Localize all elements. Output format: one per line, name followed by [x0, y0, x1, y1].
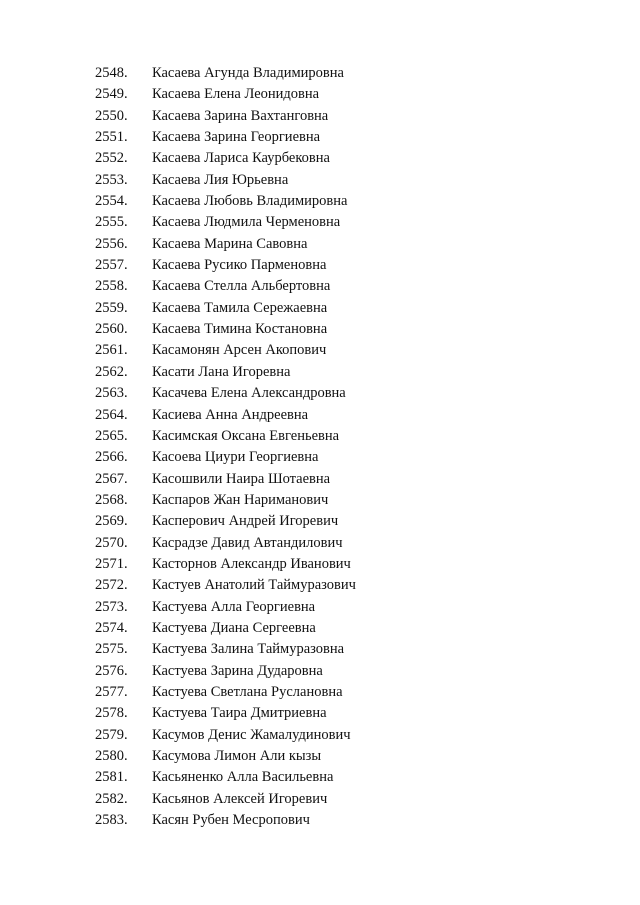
entry-name: Кастуева Залина Таймуразовна [152, 641, 345, 658]
list-item [95, 255, 615, 276]
entry-number: 2573. [95, 598, 128, 615]
entry-name: Касумова Лимон Али кызы [152, 748, 322, 764]
entry-number: 2560. [95, 321, 128, 338]
entry-number: 2551. [95, 129, 128, 146]
entry-name: Касошвили Наира Шотаевна [152, 470, 331, 487]
list-item [95, 554, 615, 575]
entry-number: 2579. [95, 726, 128, 743]
list-item [95, 447, 615, 468]
entry-number: 2569. [95, 513, 128, 530]
entry-name: Касаева Зарина Георгиевна [152, 129, 321, 146]
entry-name: Касян Рубен Месропович [152, 812, 310, 829]
list-item [95, 810, 615, 831]
list-item [95, 362, 615, 383]
list-item [95, 746, 615, 767]
entry-number: 2565. [95, 427, 128, 444]
entry-number: 2568. [95, 491, 128, 508]
entry-name: Кастуева Алла Георгиевна [152, 598, 316, 615]
list-item [95, 767, 615, 788]
list-item [95, 106, 615, 127]
list-item [95, 148, 615, 169]
list-item [95, 682, 615, 703]
entry-name: Касаева Тамила Сережаевна [152, 299, 328, 316]
list-item [95, 618, 615, 639]
entry-name: Касторнов Александр Иванович [152, 555, 351, 572]
entry-name: Кастуева Светлана Руслановна [152, 683, 343, 700]
entry-number: 2576. [95, 662, 128, 679]
entry-name: Каспаров Жан Нариманович [152, 491, 329, 508]
entry-number: 2583. [95, 812, 128, 829]
entry-name: Кастуева Диана Сергеевна [152, 619, 316, 636]
list-item [95, 234, 615, 255]
entry-number: 2574. [95, 619, 128, 636]
entry-name: Касперович Андрей Игоревич [152, 513, 339, 530]
list-item [95, 298, 615, 319]
entry-name: Касаева Лариса Каурбековна [152, 150, 330, 167]
list-item [95, 533, 615, 554]
list-item [95, 490, 615, 511]
entry-number: 2564. [95, 406, 128, 423]
list-item [95, 469, 615, 490]
list-item [95, 725, 615, 746]
entry-name: Касумов Денис Жамалудинович [152, 726, 351, 743]
entry-name: Касаева Лия Юрьевна [152, 171, 289, 188]
list-item [95, 191, 615, 212]
list-item [95, 661, 615, 682]
list-item [95, 426, 615, 447]
entry-number: 2570. [95, 534, 128, 551]
entry-name: Касаева Людмила Черменовна [152, 214, 341, 231]
entry-number: 2550. [95, 107, 128, 124]
list-item [95, 597, 615, 618]
entry-name: Касати Лана Игоревна [152, 363, 291, 380]
entry-name: Касаева Стелла Альбертовна [152, 278, 331, 295]
entry-name: Касачева Елена Александровна [152, 385, 346, 402]
entry-number: 2561. [95, 342, 128, 359]
list-item [95, 127, 615, 148]
entry-number: 2580. [95, 748, 128, 764]
list-item [95, 276, 615, 297]
entry-number: 2559. [95, 299, 128, 316]
list-item [95, 639, 615, 660]
list-item [95, 383, 615, 404]
entry-name: Касьянов Алексей Игоревич [152, 790, 328, 807]
entry-name: Кастуева Таира Дмитриевна [152, 705, 327, 722]
entry-name: Касрадзе Давид Автандилович [152, 534, 343, 551]
entry-number: 2557. [95, 257, 128, 274]
entry-name: Касимская Оксана Евгеньевна [152, 427, 340, 444]
list-item [95, 63, 615, 84]
list-item [95, 405, 615, 426]
entry-number: 2558. [95, 278, 128, 295]
entry-name: Касиева Анна Андреевна [152, 406, 309, 423]
entry-number: 2555. [95, 214, 128, 231]
entry-name: Касаева Любовь Владимировна [152, 193, 348, 210]
entry-name: Касаева Тимина Костановна [152, 321, 328, 338]
entry-name: Касаева Агунда Владимировна [152, 65, 344, 81]
entry-number: 2553. [95, 171, 128, 188]
entry-number: 2566. [95, 449, 128, 466]
entry-number: 2578. [95, 705, 128, 722]
entry-name: Касаева Зарина Вахтанговна [152, 107, 329, 124]
entry-number: 2571. [95, 555, 128, 572]
entry-name: Касамонян Арсен Акопович [152, 342, 327, 359]
entry-number: 2575. [95, 641, 128, 658]
entry-number: 2577. [95, 683, 128, 700]
list-item [95, 511, 615, 532]
entry-name: Кастуева Зарина Дударовна [152, 662, 323, 679]
name-list [95, 63, 615, 831]
entry-name: Касаева Елена Леонидовна [152, 86, 320, 103]
entry-number: 2562. [95, 363, 128, 380]
entry-name: Касьяненко Алла Васильевна [152, 769, 334, 786]
entry-name: Касаева Русико Парменовна [152, 257, 327, 274]
list-item [95, 170, 615, 191]
entry-number: 2548. [95, 65, 128, 81]
entry-name: Касоева Циури Георгиевна [152, 449, 319, 466]
entry-number: 2581. [95, 769, 128, 786]
entry-number: 2567. [95, 470, 128, 487]
entry-number: 2552. [95, 150, 128, 167]
entry-number: 2582. [95, 790, 128, 807]
list-item [95, 340, 615, 361]
list-item [95, 319, 615, 340]
list-item [95, 703, 615, 724]
entry-name: Касаева Марина Савовна [152, 235, 308, 252]
list-item [95, 212, 615, 233]
entry-number: 2549. [95, 86, 128, 103]
entry-number: 2563. [95, 385, 128, 402]
entry-number: 2554. [95, 193, 128, 210]
entry-number: 2556. [95, 235, 128, 252]
entry-number: 2572. [95, 577, 128, 594]
list-item [95, 84, 615, 105]
entry-name: Кастуев Анатолий Таймуразович [152, 577, 356, 594]
list-item [95, 575, 615, 596]
list-item [95, 789, 615, 810]
